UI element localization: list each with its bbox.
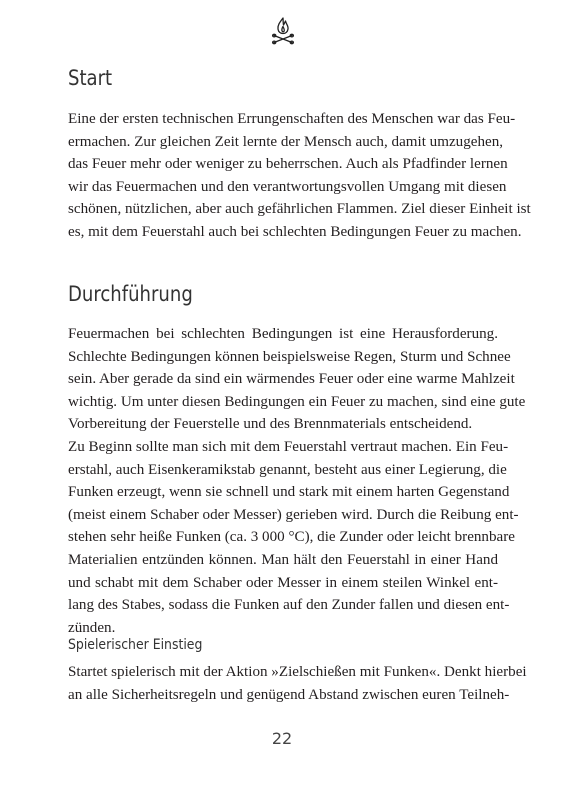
text-line: Startet spielerisch mit der Aktion »Zielschießen mit Funken«. Denkt hierbei [68,664,527,680]
section-heading-durchfuehrung: Durchführung [68,282,193,306]
paragraph-spielerischer-einstieg [68,661,527,706]
text-line: Materialien entzünden können. Man hält den Feuerstahl in einer Hand [68,551,498,568]
text-line: zünden. [68,619,116,636]
text-line: Vorbereitung der Feuerstelle und des Brennmaterials entscheidend. [68,416,473,433]
subheading-spielerischer-einstieg: Spielerischer Einstieg [68,637,203,653]
text-line: das Feuer mehr oder weniger zu beherrschen. Auch als Pfadfinder lernen [68,156,508,173]
text-line: stehen sehr heiße Funken (ca. 3 000 °C), die Zunder oder leicht brennbare [68,529,515,546]
text-line: und schabt mit dem Schaber oder Messer in einem steilen Winkel ent- [68,574,498,591]
text-line: Eine der ersten technischen Errungenschaften des Menschen war das Feu- [68,111,516,127]
text-line: schönen, nützlichen, aber auch gefährlichen Flammen. Ziel dieser Einheit ist [68,201,531,218]
text-line: wichtig. Um unter diesen Bedingungen ein Feuer zu machen, sind eine gute [68,393,526,410]
text-line: Funken erzeugt, wenn sie schnell und stark mit einem harten Gegenstand [68,484,510,501]
text-line: sein. Aber gerade da sind ein wärmendes Feuer oder eine warme Mahlzeit [68,371,515,388]
campfire-icon [270,16,296,46]
text-line: Feuermachen bei schlechten Bedingungen ist eine Herausforderung. [68,326,498,342]
paragraph-durchfuehrung [68,323,526,639]
paragraph-start [68,108,531,244]
text-line: an alle Sicherheitsregeln und genügend Abstand zwischen euren Teilneh- [68,686,510,703]
text-line: Zu Beginn sollte man sich mit dem Feuerstahl vertraut machen. Ein Feu- [68,438,509,455]
text-line: Schlechte Bedingungen können beispielsweise Regen, Sturm und Schnee [68,348,511,365]
text-line: erstahl, auch Eisenkeramikstab genannt, besteht aus einer Legierung, die [68,461,507,478]
text-line: (meist einem Schaber oder Messer) gerieben wird. Durch die Reibung ent- [68,506,519,523]
section-heading-start: Start [68,66,113,90]
text-line: lang des Stabes, sodass die Funken auf den Zunder fallen und diesen ent- [68,597,510,614]
text-line: es, mit dem Feuerstahl auch bei schlechten Bedingungen Feuer zu machen. [68,223,522,240]
text-line: wir das Feuermachen und den verantwortungsvollen Umgang mit diesen [68,178,507,195]
page-number: 22 [271,729,293,748]
text-line: ermachen. Zur gleichen Zeit lernte der Mensch auch, damit umzugehen, [68,133,504,150]
